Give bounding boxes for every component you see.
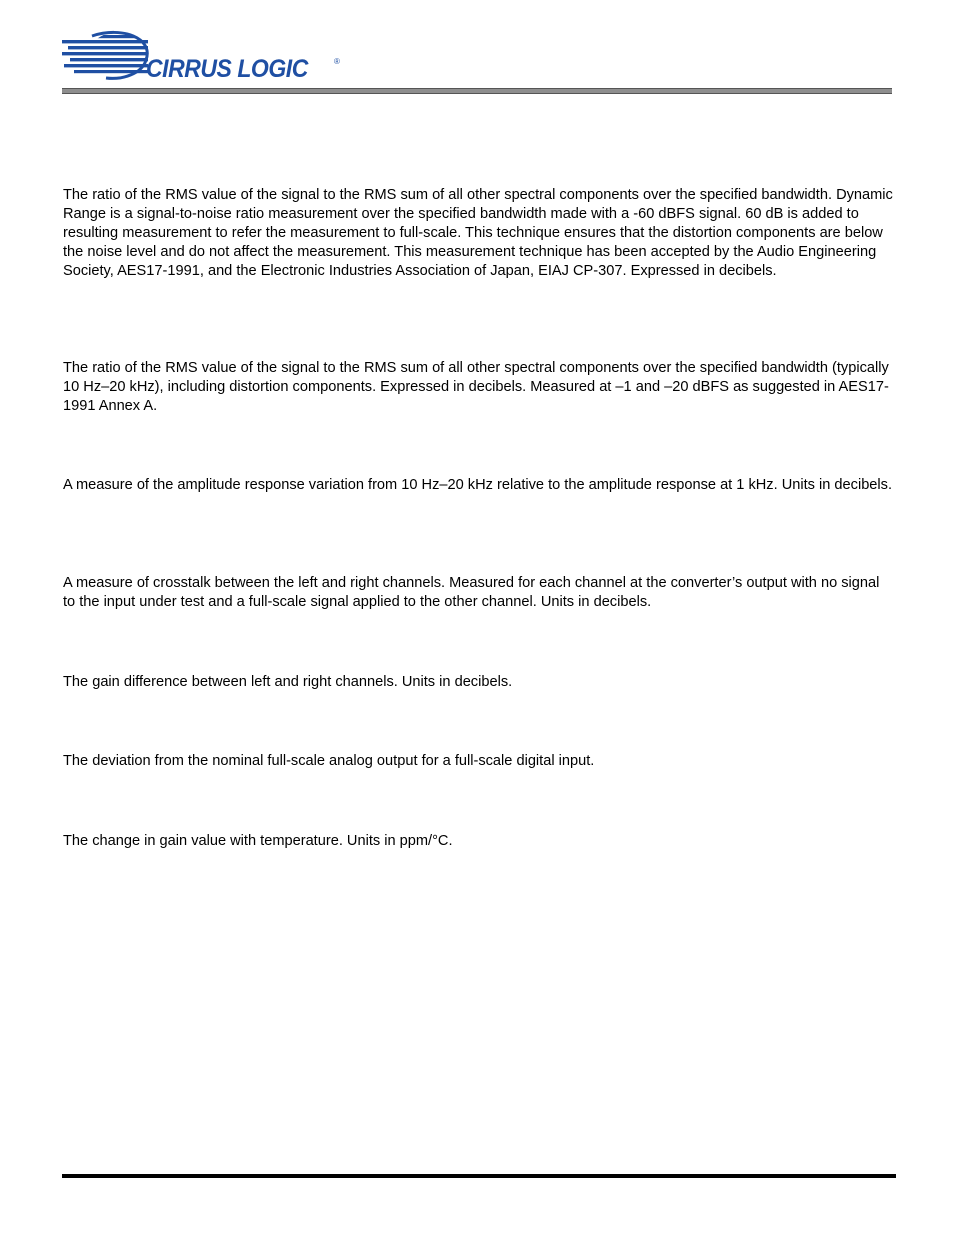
header-rule: [62, 88, 892, 94]
footer-rule: [62, 1174, 896, 1178]
definition-gain-error: [63, 752, 893, 771]
definition-text: The deviation from the nominal full-scale analog output for a full-scale digital input.: [63, 753, 595, 769]
definition-dynamic-range: [63, 186, 893, 281]
definition-interchannel-gain-mismatch: [63, 673, 893, 692]
definition-text: The ratio of the RMS value of the signal to the RMS sum of all other spectral components over the specified bandwidth. Dynamic Range is a signal-to-noise ratio measurement over the specified bandwidth made with a -60 dBFS signal. 60 dB is added to resulting measurement to refer the measurement to full-scale. This technique ensures that the distortion components are below the noise level and do not affect the measurement. This measurement technique has been accepted by the Audio Engineering Society, AES17-1991, and the Electronic Industries Association of Japan, EIAJ CP-307. Expressed in decibels.: [63, 187, 893, 279]
definition-thd-n: [63, 359, 893, 416]
definition-text: The ratio of the RMS value of the signal to the RMS sum of all other spectral components over the specified bandwidth (typically 10 Hz–20 kHz), including distortion components. Expressed in decibels. Measured at –1 and –20 dBFS as suggested in AES17-1991 Annex A.: [63, 360, 889, 414]
cirrus-logic-logo: [62, 30, 362, 82]
page-header: [62, 30, 892, 96]
definition-text: A measure of crosstalk between the left and right channels. Measured for each channel at the converter’s output with no signal to the input under test and a full-scale signal applied to the other channel. Units in decibels.: [63, 575, 880, 610]
definition-frequency-response: [63, 476, 893, 495]
definition-text: The gain difference between left and right channels. Units in decibels.: [63, 674, 513, 690]
definition-text: A measure of the amplitude response variation from 10 Hz–20 kHz relative to the amplitude response at 1 kHz. Units in decibels.: [63, 477, 893, 493]
definition-interchannel-isolation: [63, 574, 893, 612]
definition-gain-drift: [63, 832, 893, 851]
definition-text: The change in gain value with temperature. Units in ppm/°C.: [63, 833, 453, 849]
registered-mark: ®: [334, 57, 340, 66]
logo-text: CIRRUS LOGIC: [146, 55, 308, 83]
